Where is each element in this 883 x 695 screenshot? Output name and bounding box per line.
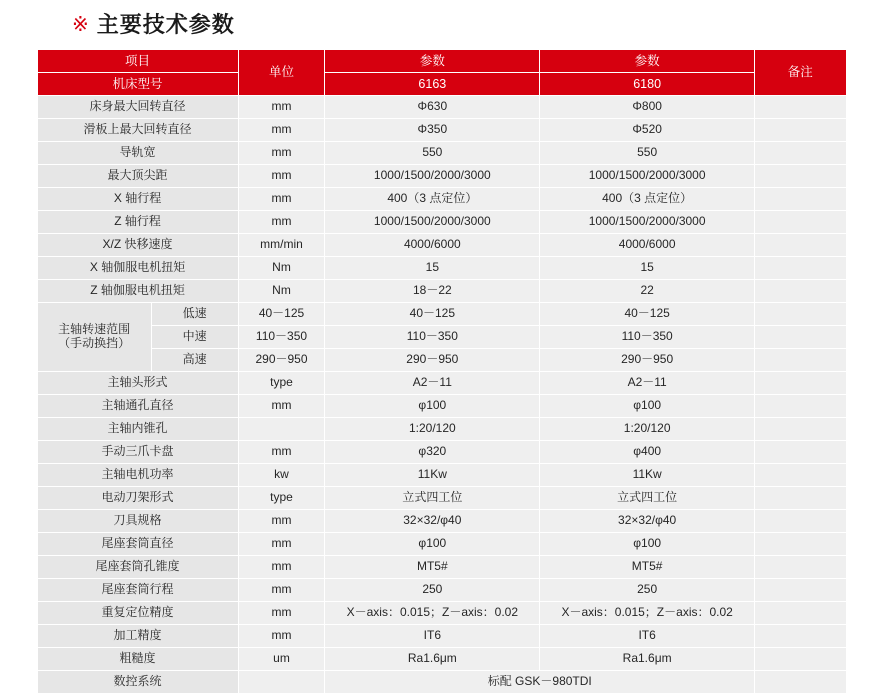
row-value-6163: X－axis：0.015；Z－axis：0.02 [325,602,540,625]
row-note [755,395,846,418]
row-label: 床身最大回转直径 [37,96,238,119]
row-label: X 轴伽服电机扭矩 [37,257,238,280]
table-row-spindle-high [37,349,846,372]
row-label: 刀具规格 [37,510,238,533]
row-unit [238,671,325,694]
row-label: 主轴头形式 [37,372,238,395]
row-label: 尾座套筒孔锥度 [37,556,238,579]
header-cell-param-1: 参数 [325,50,540,73]
row-note [755,648,846,671]
row-unit: mm [238,556,325,579]
row-value-6163: 15 [325,257,540,280]
row-note [755,119,846,142]
row-label-spindle-speed [37,303,151,372]
row-value-6163: φ100 [325,533,540,556]
row-note-high [755,349,846,372]
row-value-6163: A2－11 [325,372,540,395]
row-note [755,625,846,648]
page-title-label: 主要技术参数 [96,12,235,37]
table-row [37,487,846,510]
row-value-6180: X－axis：0.015；Z－axis：0.02 [540,602,755,625]
row-unit: type [238,372,325,395]
row-value-6180: Ra1.6μm [540,648,755,671]
header-cell-param-2: 参数 [540,50,755,73]
row-value-6163: 32×32/φ40 [325,510,540,533]
table-row [37,602,846,625]
row-unit: mm/min [238,234,325,257]
row-value-6163: 250 [325,579,540,602]
table-row [37,211,846,234]
row-label: 电动刀架形式 [37,487,238,510]
table-body [37,96,846,694]
row-sub-label-mid: 中速 [151,326,238,349]
row-unit: mm [238,96,325,119]
table-row [37,625,846,648]
row-value-6180: 1000/1500/2000/3000 [540,211,755,234]
row-value-6163-high: 290－950 [325,349,540,372]
row-value-6180: 11Kw [540,464,755,487]
table-row [37,395,846,418]
row-unit: mm [238,510,325,533]
row-unit: mm [238,119,325,142]
row-value-6163: 立式四工位 [325,487,540,510]
row-unit: Nm [238,280,325,303]
row-sub-label-high: 高速 [151,349,238,372]
row-note [755,671,846,694]
row-value-6180: 250 [540,579,755,602]
row-unit: mm [238,625,325,648]
row-note [755,372,846,395]
row-unit: mm [238,602,325,625]
row-value-6163: 550 [325,142,540,165]
table-row [37,556,846,579]
row-label: 加工精度 [37,625,238,648]
table-head [37,50,846,96]
row-value-6163: IT6 [325,625,540,648]
row-note [755,579,846,602]
row-note [755,211,846,234]
table-row [37,188,846,211]
row-unit: type [238,487,325,510]
row-note [755,280,846,303]
row-unit: mm [238,533,325,556]
table-row [37,533,846,556]
row-note [755,257,846,280]
row-label: 最大顶尖距 [37,165,238,188]
row-unit [238,418,325,441]
row-value-6180: IT6 [540,625,755,648]
row-note [755,96,846,119]
row-value-6163: φ320 [325,441,540,464]
table-row [37,464,846,487]
row-label-line2: （手动换挡） [58,336,131,350]
row-note [755,418,846,441]
row-note [755,556,846,579]
row-value-6163: 4000/6000 [325,234,540,257]
row-note [755,441,846,464]
table-row [37,280,846,303]
row-label: 尾座套筒直径 [37,533,238,556]
row-value-6180: φ100 [540,395,755,418]
row-label: 滑板上最大回转直径 [37,119,238,142]
row-value-6180: 4000/6000 [540,234,755,257]
row-value-6180-high: 290－950 [540,349,755,372]
table-row-spindle-mid [37,326,846,349]
row-note [755,510,846,533]
spec-table-wrapper [37,49,847,694]
row-label: Z 轴伽服电机扭矩 [37,280,238,303]
row-value-6180: 22 [540,280,755,303]
row-note [755,165,846,188]
row-note-low [755,303,846,326]
row-value-6180-low: 40－125 [540,303,755,326]
row-unit: mm [238,441,325,464]
row-value-6180: φ100 [540,533,755,556]
row-value-span: 标配 GSK－980TDI [325,671,755,694]
row-label: 手动三爪卡盘 [37,441,238,464]
row-value-6180: 32×32/φ40 [540,510,755,533]
row-value-6163: Ra1.6μm [325,648,540,671]
row-unit: Nm [238,257,325,280]
row-unit: um [238,648,325,671]
row-value-6163: 11Kw [325,464,540,487]
row-label: 粗糙度 [37,648,238,671]
table-row [37,441,846,464]
row-label: 导轨宽 [37,142,238,165]
row-value-6163: φ100 [325,395,540,418]
row-value-6163: Φ350 [325,119,540,142]
row-value-6180: 立式四工位 [540,487,755,510]
row-unit: mm [238,395,325,418]
page-title [0,0,883,49]
row-value-6180: 1:20/120 [540,418,755,441]
row-unit: mm [238,579,325,602]
row-value-6180: Φ520 [540,119,755,142]
row-unit: mm [238,142,325,165]
header-cell-model: 机床型号 [37,73,238,96]
row-note [755,188,846,211]
row-value-6180-mid: 110－350 [540,326,755,349]
table-row [37,648,846,671]
header-cell-unit: 单位 [238,50,325,96]
table-header-row-2 [37,73,846,96]
table-row-spindle-low [37,303,846,326]
row-value-6180: 1000/1500/2000/3000 [540,165,755,188]
row-label: X/Z 快移速度 [37,234,238,257]
row-value-6180: 400（3 点定位） [540,188,755,211]
row-label-line1: 主轴转速范围 [58,322,131,337]
table-row [37,234,846,257]
row-note [755,464,846,487]
row-note [755,533,846,556]
table-row-cnc-system [37,671,846,694]
table-row [37,96,846,119]
row-value-6180: 15 [540,257,755,280]
table-row [37,579,846,602]
row-value-6163: 1:20/120 [325,418,540,441]
row-value-6163: 1000/1500/2000/3000 [325,211,540,234]
table-row [37,119,846,142]
row-unit-mid: 110－350 [238,326,325,349]
row-value-6180: φ400 [540,441,755,464]
row-label: 主轴电机功率 [37,464,238,487]
row-unit: mm [238,211,325,234]
row-label: X 轴行程 [37,188,238,211]
row-label: 尾座套筒行程 [37,579,238,602]
row-note-mid [755,326,846,349]
row-unit-low: 40－125 [238,303,325,326]
row-value-6163-mid: 110－350 [325,326,540,349]
row-note [755,602,846,625]
table-row [37,510,846,533]
row-label: 数控系统 [37,671,238,694]
row-sub-label-low: 低速 [151,303,238,326]
row-note [755,142,846,165]
row-unit-high: 290－950 [238,349,325,372]
header-cell-item: 项目 [37,50,238,73]
table-row [37,165,846,188]
row-label: 重复定位精度 [37,602,238,625]
table-row [37,418,846,441]
header-cell-model-6180: 6180 [540,73,755,96]
asterisk-icon: ※ [72,11,89,36]
header-cell-note: 备注 [755,50,846,96]
table-row [37,257,846,280]
spec-table [37,49,847,694]
row-note [755,487,846,510]
row-value-6180: 550 [540,142,755,165]
table-row [37,142,846,165]
row-unit: mm [238,188,325,211]
row-unit: kw [238,464,325,487]
row-label: 主轴通孔直径 [37,395,238,418]
row-value-6180: Φ800 [540,96,755,119]
row-value-6180: MT5# [540,556,755,579]
row-value-6163: MT5# [325,556,540,579]
row-value-6163: 400（3 点定位） [325,188,540,211]
row-value-6163: 18－22 [325,280,540,303]
header-cell-model-6163: 6163 [325,73,540,96]
row-unit: mm [238,165,325,188]
table-row [37,372,846,395]
row-value-6180: A2－11 [540,372,755,395]
row-value-6163-low: 40－125 [325,303,540,326]
row-label: 主轴内锥孔 [37,418,238,441]
row-value-6163: Φ630 [325,96,540,119]
row-value-6163: 1000/1500/2000/3000 [325,165,540,188]
table-header-row-1 [37,50,846,73]
row-note [755,234,846,257]
row-label: Z 轴行程 [37,211,238,234]
